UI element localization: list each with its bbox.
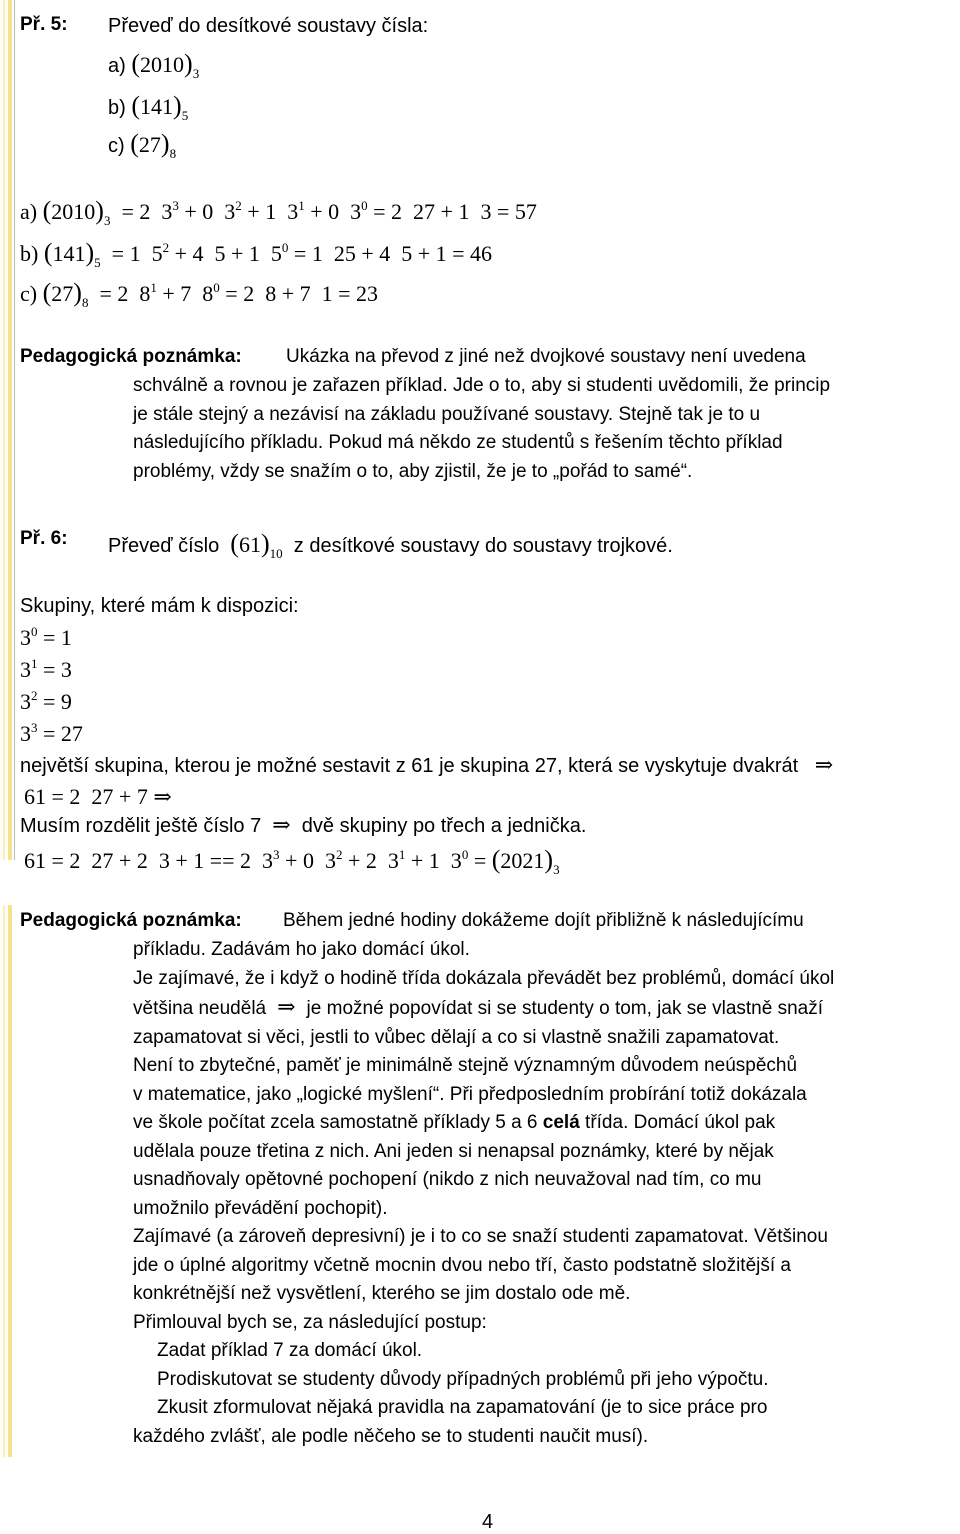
note-2-line (133, 993, 834, 1024)
power-row: $3^3 = 27$ (20, 720, 83, 746)
task-b: b) $(141)_5$ (108, 91, 189, 123)
note-2-text: většina neudělá (133, 998, 267, 1019)
margin-bar-yellow (8, 0, 12, 860)
note-1-line: problémy, vždy se snažím o to, aby zjistil, že je to „pořád to samé“. (133, 460, 693, 482)
note-2-label: Pedagogická poznámka: (20, 910, 242, 931)
task-c: c) $(27)_8$ (108, 129, 177, 161)
task-base: 3 (192, 66, 200, 81)
groups-intro: Skupiny, které mám k dispozici: (20, 595, 299, 617)
largest-group-line (20, 752, 833, 778)
task-base: 5 (181, 108, 189, 123)
note-2-line: usnadňovaly opětovné pochopení (nikdo z nich neuvažoval nad tím, co mu (133, 1169, 762, 1190)
solution-c-expansion: = 2 $8^1 + 7$ $8^0 = 2$ 8 + 7 1 = 23 (93, 280, 379, 306)
solution-a-expansion: = 2 $3^3 + 0$ $3^2 + 1$ $3^1 + 0$ $3^0 = 2$ 27 + 1 3 = 57 (115, 198, 537, 224)
task-number: 2010 (140, 52, 185, 77)
note-1-line: je stále stejný a nezávisí na základu používané soustavy. Stejně tak je to u (133, 403, 761, 425)
task-base: 8 (169, 146, 177, 161)
note-2-text: třída. Domácí úkol pak (585, 1112, 776, 1133)
note-1-body (133, 372, 830, 486)
margin-bar-gray (14, 0, 15, 860)
margin-bar-yellow-2 (8, 905, 12, 1457)
split-text: dvě skupiny po třech a jednička. (301, 815, 587, 837)
implies-icon: ⇒ (266, 812, 297, 837)
implies-icon: ⇒ (266, 994, 307, 1019)
largest-group-text: největší skupina, kterou je možné sestavit z 61 je skupina 27, která se vyskytuje dvakrát (20, 755, 799, 777)
solution-base: 8 (81, 295, 89, 310)
note-1-line: Ukázka na převod z jiné než dvojkové soustavy není uvedena (286, 346, 806, 367)
note-2-line (133, 1109, 834, 1138)
note-1-line: následujícího příkladu. Pokud má někdo ze studentů s řešením těchto příklad (133, 432, 783, 453)
split-text: Musím rozdělit ještě číslo 7 (20, 815, 262, 837)
prompt-text: Převeď číslo (108, 535, 220, 557)
power-exponent: 1 (31, 656, 38, 671)
solution-b: b) $(141)_5 = 1$ $5^2 + 4$ 5 + 1 $5^0 = 1$ 25 + 4 5 + 1 = 46 (20, 238, 493, 270)
power-row: $3^1 = 3$ (20, 656, 72, 682)
note-2-line: Není to zbytečné, paměť je minimálně stejně významným důvodem neúspěchů (133, 1055, 798, 1076)
note-2-text: ve škole počítat zcela samostatně příklady 5 a 6 (133, 1112, 538, 1133)
example-6-label: Př. 6: (20, 528, 68, 549)
note-2-line: v matematice, jako „logické myšlení“. Při předposledním probírání totiž dokázala (133, 1083, 807, 1105)
power-row: $3^0 = 1$ (20, 624, 72, 650)
equation-61: 61 = 2 27 + 7 ⇒ (24, 784, 172, 809)
solution-number: 141 (52, 241, 86, 266)
solution-letter: b) (20, 241, 39, 266)
solution-a: a) $(2010)_3 = 2$ $3^3 + 0$ $3^2 + 1$ $3^1 + 0$ $3^0 = 2$ 27 + 1 3 = 57 (20, 196, 537, 228)
note-2-line: Zajímavé (a zároveň depresivní) je i to co se snaží studenti zapamatovat. Většinou (133, 1226, 828, 1247)
prompt-text: z desítkové soustavy do soustavy trojkové. (293, 535, 673, 557)
example-5-prompt: Převeď do desítkové soustavy čísla: (108, 15, 429, 37)
task-number: 27 (138, 132, 161, 157)
note-2-line: Přimlouval bych se, za následující postup: (133, 1311, 487, 1333)
power-value: 9 (60, 689, 72, 714)
prompt-number: 61 (238, 532, 261, 557)
note-2-step: Zadat příklad 7 za domácí úkol. (157, 1340, 423, 1361)
solution-b-expansion: = 1 $5^2 + 4$ 5 + 1 $5^0 = 1$ 25 + 4 5 + 1 = 46 (106, 240, 493, 266)
solution-letter: a) (20, 199, 38, 224)
note-2-line: udělala pouze třetina z nich. Ani jeden si nenapsal poznámky, které by nějak (133, 1140, 774, 1162)
solution-base: 5 (94, 255, 101, 270)
note-2-line: každého zvlášť, ale podle něčeho se to studenti naučit musí). (133, 1425, 649, 1447)
note-2-step: Zkusit zformulovat nějaká pravidla na zapamatování (je to sice práce pro (157, 1397, 768, 1418)
task-letter: c) (108, 135, 125, 157)
note-2-line: jde o úplné algoritmy včetně mocnin dvou nebo tří, často podstatně složitější a (133, 1254, 791, 1276)
solution-base: 3 (103, 213, 111, 228)
note-2-text: je možné popovídat si se studenty o tom, jak se vlastně snaží (306, 998, 823, 1019)
implies-icon: ⇒ (803, 752, 834, 777)
note-2-body (133, 936, 834, 1451)
note-2-step: Prodiskutovat se studenty důvody případných problémů při jeho výpočtu. (157, 1368, 769, 1390)
result-base: 3 (553, 862, 560, 877)
power-value: 27 (60, 721, 83, 746)
implies-icon: ⇒ (153, 784, 172, 809)
solution-letter: c) (20, 281, 38, 306)
power-exponent: 0 (31, 624, 38, 639)
solution-c: c) $(27)_8 = 2$ $8^1 + 7$ $8^0 = 2$ 8 + 7 1 = 23 (20, 278, 379, 310)
note-2-line: Je zajímavé, že i když o hodině třída dokázala převádět bez problémů, domácí úkol (133, 967, 835, 989)
solution-number: 2010 (51, 199, 96, 224)
power-row: $3^2 = 9$ (20, 688, 72, 714)
note-1-label: Pedagogická poznámka: (20, 346, 242, 367)
power-value: 3 (60, 657, 72, 682)
example-6-prompt: Převeď číslo $(61)_{10}$ z desítkové soustavy do soustavy trojkové. (108, 529, 673, 561)
margin-bar-left (3, 0, 5, 860)
note-2-first-line: Během jedné hodiny dokážeme dojít přibližně k následujícímu (283, 910, 804, 931)
note-1-line: schválně a rovnou je zařazen příklad. Jde o to, aby si studenti uvědomili, že princip (133, 375, 831, 396)
power-value: 1 (60, 625, 72, 650)
note-2-bold: celá (542, 1112, 580, 1133)
note-2-line: příkladu. Zadávám ho jako domácí úkol. (133, 939, 470, 960)
task-number: 141 (140, 94, 174, 119)
power-exponent: 2 (31, 688, 38, 703)
margin-bar-left-2 (3, 905, 5, 1457)
note-2-line: konkrétnější než vysvětlení, kterého se jim dostalo ode mě. (133, 1283, 631, 1304)
note-2-line: umožnilo převádění pochopit). (133, 1197, 388, 1219)
result-number: 2021 (500, 848, 545, 873)
example-5-label: Př. 5: (20, 14, 68, 35)
note-2-line: zapamatovat si věci, jestli to vůbec dělají a co si vlastně snažili zapamatovat. (133, 1026, 780, 1048)
final-equation: 61 = 2 27 + 2 3 + 1 == 2 $3^3 + 0$ $3^2 + 2$ $3^1 + 1$ $3^0 = (2021)_3$ (24, 845, 560, 877)
solution-number: 27 (51, 281, 74, 306)
split-line (20, 812, 586, 838)
power-exponent: 3 (31, 720, 38, 735)
prompt-base: 10 (269, 546, 283, 561)
task-letter: a) (108, 55, 126, 77)
task-letter: b) (108, 97, 126, 119)
task-a: a) $(2010)_3$ (108, 49, 200, 81)
page-number: 4 (482, 1511, 494, 1533)
